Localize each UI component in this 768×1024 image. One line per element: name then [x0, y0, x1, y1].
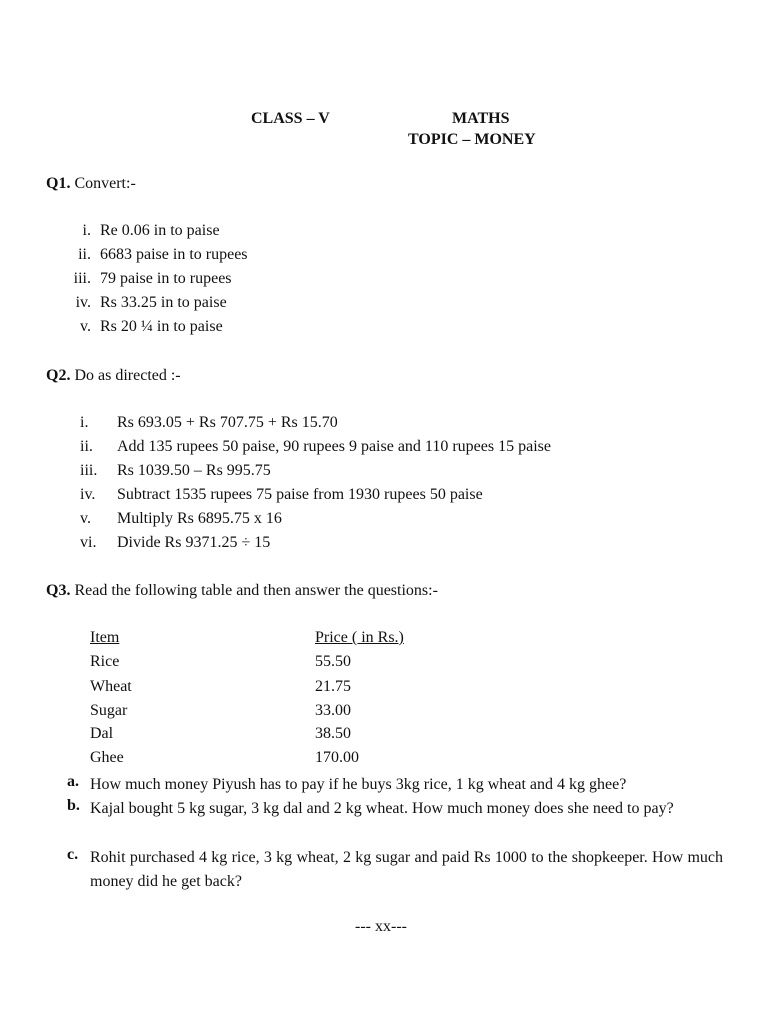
table-cell-price: 33.00 [315, 702, 351, 719]
q2-instruction: Do as directed :- [74, 367, 181, 384]
q3-question-letter: b. [67, 797, 80, 814]
topic-title: TOPIC – MONEY [408, 131, 536, 148]
q3-question-text: Rohit purchased 4 kg rice, 3 kg wheat, 2 kg sugar and paid Rs 1000 to the shopkeeper. How much money did he get back? [90, 849, 723, 890]
table-cell-price: 38.50 [315, 725, 351, 742]
q2-item-text: Add 135 rupees 50 paise, 90 rupees 9 paise and 110 rupees 15 paise [117, 438, 551, 455]
q2-item-numeral: ii. [80, 438, 93, 455]
q2-item-text: Rs 693.05 + Rs 707.75 + Rs 15.70 [117, 414, 338, 431]
q1-number: Q1. [46, 175, 71, 192]
table-cell-item: Wheat [90, 678, 132, 695]
table-cell-price: 170.00 [315, 749, 359, 766]
q2-item-text: Multiply Rs 6895.75 x 16 [117, 510, 282, 527]
q2-heading [46, 367, 181, 385]
table-cell-item: Rice [90, 653, 120, 670]
q3-question-text: Kajal bought 5 kg sugar, 3 kg dal and 2 kg wheat. How much money does she need to pay? [90, 800, 674, 817]
q3-question-text: How much money Piyush has to pay if he buys 3kg rice, 1 kg wheat and 4 kg ghee? [90, 776, 627, 793]
q1-heading [46, 175, 136, 193]
subject-title: MATHS [452, 110, 510, 127]
q1-item-numeral: iii. [73, 270, 91, 287]
q1-item-numeral: ii. [78, 246, 91, 263]
q1-item-text: Rs 20 ¼ in to paise [100, 318, 223, 335]
q2-item-numeral: iv. [80, 486, 96, 503]
table-header-item: Item [90, 629, 120, 646]
q2-number: Q2. [46, 367, 71, 384]
table-header-price: Price ( in Rs.) [315, 629, 404, 646]
q3-number: Q3. [46, 582, 71, 599]
table-cell-price: 21.75 [315, 678, 351, 695]
q2-item-numeral: vi. [80, 534, 97, 551]
table-cell-price: 55.50 [315, 653, 351, 670]
q1-item-numeral: iv. [75, 294, 91, 311]
q3-question-letter: a. [67, 773, 79, 790]
q1-item-numeral: i. [82, 222, 91, 239]
q2-item-numeral: i. [80, 414, 89, 431]
table-cell-item: Sugar [90, 702, 128, 719]
class-label: CLASS – V [251, 110, 330, 127]
table-cell-item: Dal [90, 725, 114, 742]
page-footer: --- xx--- [355, 918, 407, 935]
q1-item-text: Re 0.06 in to paise [100, 222, 220, 239]
q2-item-text: Divide Rs 9371.25 ÷ 15 [117, 534, 271, 551]
q2-item-text: Subtract 1535 rupees 75 paise from 1930 rupees 50 paise [117, 486, 483, 503]
table-cell-item: Ghee [90, 749, 124, 766]
q2-item-numeral: v. [80, 510, 91, 527]
q1-item-numeral: v. [80, 318, 91, 335]
q1-item-text: 6683 paise in to rupees [100, 246, 248, 263]
q1-item-text: 79 paise in to rupees [100, 270, 232, 287]
q3-heading [46, 582, 438, 600]
q3-instruction: Read the following table and then answer the questions:- [74, 582, 438, 599]
q2-item-numeral: iii. [80, 462, 98, 479]
q1-item-text: Rs 33.25 in to paise [100, 294, 227, 311]
q3-question-letter: c. [67, 846, 79, 863]
q2-item-text: Rs 1039.50 – Rs 995.75 [117, 462, 271, 479]
q1-instruction: Convert:- [74, 175, 136, 192]
